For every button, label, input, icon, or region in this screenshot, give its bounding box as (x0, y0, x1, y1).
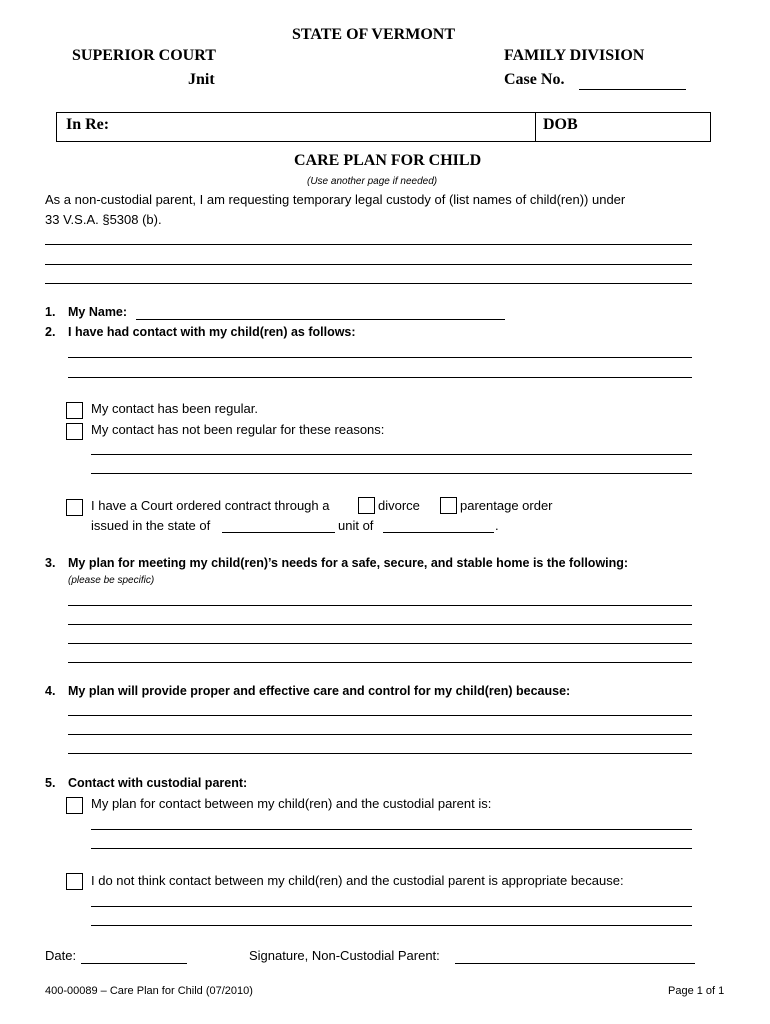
inre-label: In Re: (66, 116, 110, 133)
contact-regular-label: My contact has been regular. (91, 401, 258, 416)
home-plan-line[interactable] (68, 624, 692, 625)
reasons-line[interactable] (91, 454, 692, 455)
contact-heading: I have had contact with my child(ren) as follows: (68, 325, 356, 339)
state-heading: STATE OF VERMONT (292, 26, 455, 43)
plan-contact-label: My plan for contact between my child(ren) and the custodial parent is: (91, 796, 492, 811)
plan-contact-checkbox[interactable] (66, 797, 83, 814)
reasons-line[interactable] (91, 473, 692, 474)
form-subtitle: (Use another page if needed) (307, 176, 438, 187)
divorce-label: divorce (378, 498, 420, 513)
date-label: Date: (45, 948, 77, 963)
date-field[interactable] (81, 963, 187, 964)
my-name-field[interactable] (136, 319, 505, 320)
contact-line[interactable] (68, 357, 692, 358)
unit-of-field[interactable] (383, 532, 494, 533)
intro-line-1: As a non-custodial parent, I am requesting temporary legal custody of (list names of child(ren)) under (45, 192, 626, 207)
no-contact-checkbox[interactable] (66, 873, 83, 890)
signature-label: Signature, Non-Custodial Parent: (249, 948, 440, 963)
plan-contact-line[interactable] (91, 829, 692, 830)
issued-state-field[interactable] (222, 532, 335, 533)
item-number: 4. (45, 684, 56, 698)
contact-not-regular-label: My contact has not been regular for these reasons: (91, 422, 385, 437)
parentage-checkbox[interactable] (440, 497, 457, 514)
care-control-line[interactable] (68, 715, 692, 716)
custodial-contact-heading: Contact with custodial parent: (68, 776, 248, 790)
no-contact-label: I do not think contact between my child(ren) and the custodial parent is appropriate because: (91, 873, 624, 888)
period: . (495, 518, 499, 533)
court-order-label: I have a Court ordered contract through a (91, 498, 330, 513)
form-id: 400-00089 – Care Plan for Child (07/2010) (45, 985, 253, 997)
plan-contact-line[interactable] (91, 848, 692, 849)
no-contact-line[interactable] (91, 906, 692, 907)
court-order-checkbox[interactable] (66, 499, 83, 516)
child-names-line[interactable] (45, 283, 692, 284)
my-name-label: My Name: (68, 305, 128, 319)
item-number: 3. (45, 556, 56, 570)
unit-of-label: unit of (338, 518, 374, 533)
page-number: Page 1 of 1 (668, 985, 725, 997)
child-names-line[interactable] (45, 244, 692, 245)
inre-box (56, 112, 711, 142)
contact-regular-checkbox[interactable] (66, 402, 83, 419)
home-plan-line[interactable] (68, 605, 692, 606)
no-contact-line[interactable] (91, 925, 692, 926)
issued-state-label: issued in the state of (91, 518, 211, 533)
case-no-field[interactable] (579, 89, 686, 90)
intro-line-2: 33 V.S.A. §5308 (b). (45, 212, 162, 227)
contact-not-regular-checkbox[interactable] (66, 423, 83, 440)
item-number: 5. (45, 776, 56, 790)
home-plan-heading: My plan for meeting my child(ren)’s needs for a safe, secure, and stable home is the following: (68, 556, 629, 570)
home-plan-note: (please be specific) (68, 575, 155, 586)
inre-divider (535, 113, 536, 141)
form-title: CARE PLAN FOR CHILD (294, 152, 482, 169)
home-plan-line[interactable] (68, 662, 692, 663)
item-number: 1. (45, 305, 56, 319)
unit-heading: Jnit (188, 71, 215, 88)
care-control-heading: My plan will provide proper and effective care and control for my child(ren) because: (68, 684, 571, 698)
care-control-line[interactable] (68, 734, 692, 735)
home-plan-line[interactable] (68, 643, 692, 644)
item-number: 2. (45, 325, 56, 339)
care-control-line[interactable] (68, 753, 692, 754)
court-heading: SUPERIOR COURT (72, 47, 216, 64)
divorce-checkbox[interactable] (358, 497, 375, 514)
contact-line[interactable] (68, 377, 692, 378)
case-no-label: Case No. (504, 71, 565, 88)
parentage-label: parentage order (460, 498, 553, 513)
child-names-line[interactable] (45, 264, 692, 265)
division-heading: FAMILY DIVISION (504, 47, 645, 64)
signature-field[interactable] (455, 963, 695, 964)
dob-label: DOB (543, 116, 578, 133)
